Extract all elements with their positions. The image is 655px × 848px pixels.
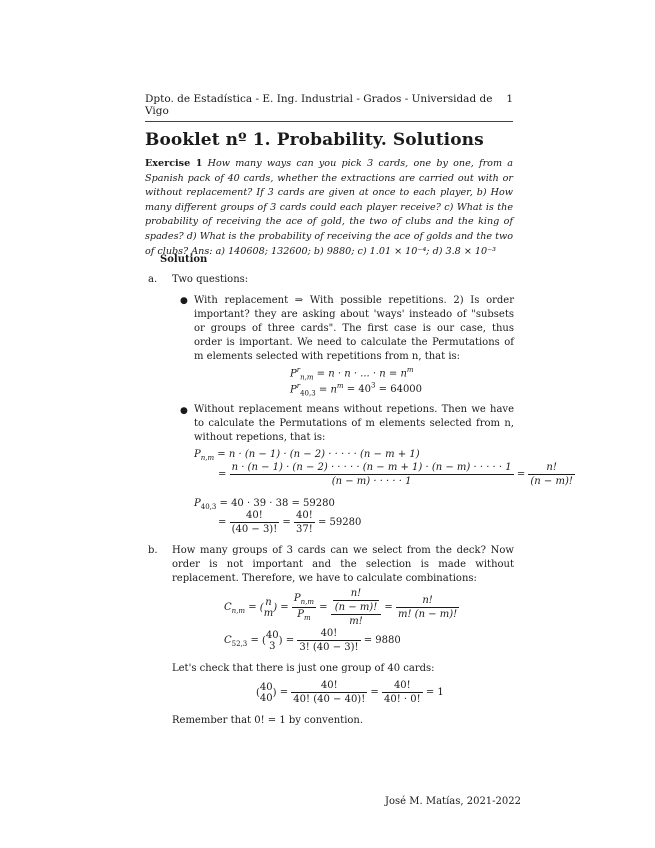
formula-c-nm: $C_{n,m}$ = ( n m ) = $\frac{P_{n,m}}{P_m}$ = $\frac{\frac{n!}{(n - m)!}}{m!}$ = $\frac{n!}{m! (n - m)!}$ xyxy=(224,588,458,627)
formula-pr-nm: $P^r_{n,m} = n \cdot n$ · ... · $n = n^m$ xyxy=(290,366,414,382)
part-b-remember: Remember that 0! = 1 by convention. xyxy=(172,715,364,726)
bullet-without-replacement: Without replacement means without repetions. Then we have to calculate the Permutations of m elements selected from n, without repetions, that is: xyxy=(194,404,514,443)
formula-binom-40-40: ( 40 40 ) = $\frac{40!}{40! (40 - 40)!}$ = $\frac{40!}{40! \cdot 0!}$ = 1 xyxy=(256,680,444,705)
page-title: Booklet nº 1. Probability. Solutions xyxy=(145,130,484,150)
formula-p-40-3-factorial: = $\frac{40!}{(40 - 3)!}$ = $\frac{40!}{37!}$ = 59280 xyxy=(218,510,362,535)
solution-heading: Solution xyxy=(160,254,208,265)
part-b-text: How many groups of 3 cards can we select from the deck? Now order is not important and the selection is made without replacement. Therefore, we have to calculate combinations: xyxy=(172,545,514,584)
page-footer: José M. Matías, 2021-2022 xyxy=(385,796,522,807)
bullet-with-replacement: With replacement ⇒ With possible repetitions. 2) Is order important? they are asking about 'ways' insteado of "subsets or groups of three cards". The first case is our case, thus order is important. We need to calculate the Permutations of m elements selected with repetitions from n, that is: xyxy=(194,295,514,362)
formula-c-52-3: $C_{52,3}$ = ( 40 3 ) = $\frac{40!}{3! (40 - 3)!}$ = 9880 xyxy=(224,628,401,653)
exercise-question: How many ways can you pick 3 cards, one by one, from a Spanish pack of 40 cards, whether the extractions are carried out with or without replacement? If 3 cards are given at once to each player, b) How many different groups of 3 cards could each player receive? c) What is the probability of receiving the ace of gold, the two of clubs and the king of spades? d) What is the probability of receiving the ace of golds and the two of clubs? Ans: a) 140608; 132600; b) 9880; c) 1.01 × 10⁻⁴; d) 3.8 × 10⁻³ xyxy=(145,158,513,257)
formula-pr-40-3: $P^r_{40,3} = n^m = 40^3 = 64000$ xyxy=(290,382,423,398)
formula-p-40-3: $P_{40,3} = 40 \cdot 39 \cdot 38 = 59280$ xyxy=(194,498,335,511)
formula-p-nm: $P_{n,m} = n \cdot (n - 1) \cdot (n - 2)$ · · · · · (n − m + 1) xyxy=(194,449,420,462)
bullet-dot: ● xyxy=(180,406,188,416)
exercise-statement xyxy=(145,157,513,259)
part-b-marker: b. xyxy=(148,545,158,556)
bullet-dot: ● xyxy=(180,296,188,306)
page-header xyxy=(145,93,513,122)
part-b-check: Let's check that there is just one group of 40 cards: xyxy=(172,663,435,674)
part-a-marker: a. xyxy=(148,274,158,285)
header-page-number: 1 xyxy=(506,93,513,105)
header-institution: Dpto. de Estadística - E. Ing. Industrial - Grados - Universidad de Vigo xyxy=(145,93,493,117)
exercise-label: Exercise 1 xyxy=(145,158,203,169)
part-a-intro: Two questions: xyxy=(172,274,249,285)
formula-p-nm-fraction: = n · (n − 1) · (n − 2) · · · · · (n − m + 1) · (n − m) · · · · · 1 (n − m) · · · · · 1 = $\frac{n!}{(n - m)!}$ xyxy=(218,462,573,487)
